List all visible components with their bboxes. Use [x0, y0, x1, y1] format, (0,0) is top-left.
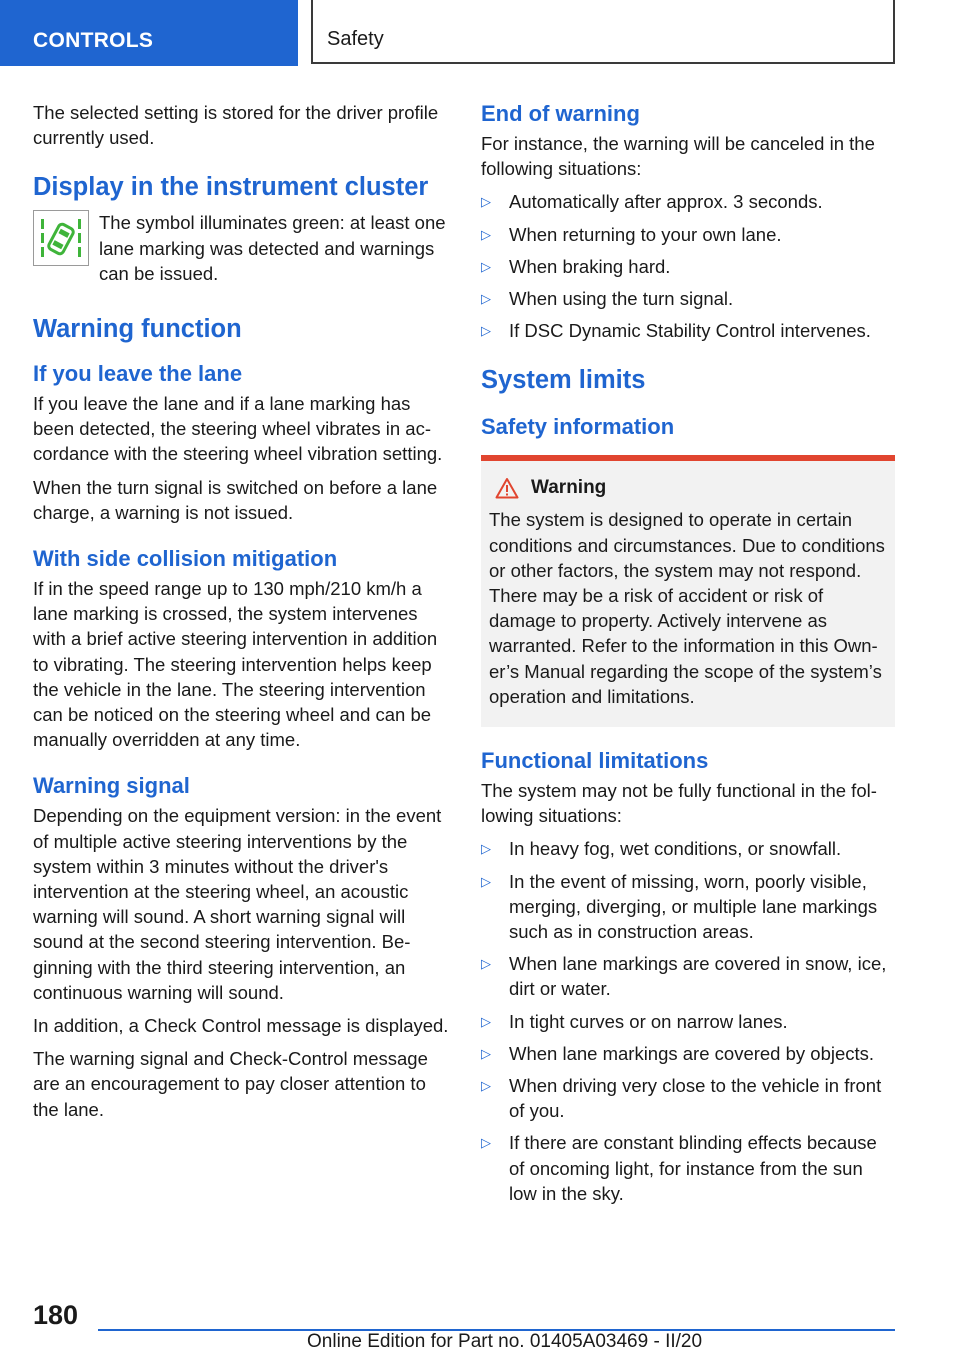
list-item: ▷ When braking hard.: [481, 254, 895, 279]
warning-signal-paragraph-2: In addition, a Check Control message is displayed.: [33, 1015, 449, 1037]
list-item: ▷ When returning to your own lane.: [481, 222, 895, 247]
end-warning-intro: For instance, the warning will be canceled in the following situations:: [481, 133, 875, 180]
list-item: ▷ In heavy fog, wet conditions, or snowfall.: [481, 836, 895, 861]
warning-signal-paragraph-1: Depending on the equipment version: in the event of multiple active steering interventions by the system within 3 minutes without the driver's intervention at the steering wheel, an acoustic warning will sound. A short warning signal will sound at the second steering intervention. Beginning with the third steering intervention, an continuous warning will sound.: [33, 805, 442, 1003]
list-item: ▷ When lane markings are covered by objects.: [481, 1041, 895, 1066]
section-tab[interactable]: [311, 0, 895, 64]
display-heading: Display in the instrument cluster: [33, 173, 429, 202]
triangle-bullet-icon: ▷: [481, 1013, 491, 1029]
triangle-bullet-icon: ▷: [481, 1078, 491, 1094]
triangle-bullet-icon: ▷: [481, 1045, 491, 1061]
functional-limitations-heading: Functional limitations: [481, 748, 709, 774]
triangle-bullet-icon: ▷: [481, 258, 491, 274]
list-item: ▷ When lane markings are covered in snow, ice, dirt or water.: [481, 953, 887, 1000]
triangle-bullet-icon: ▷: [481, 1135, 491, 1151]
warning-text: The system is designed to operate in certain conditions and circumstances. Due to conditions or other factors, the system may not respond. There may be a risk of accident or risk of damage to property. Actively intervene as warranted. Refer to the information in this Owner’s Manual regarding the scope of the system’s operation and limitations.: [489, 509, 885, 707]
leave-lane-paragraph-2: When the turn signal is switched on before a lane charge, a warning is not issued.: [33, 476, 438, 523]
warning-function-heading: Warning function: [33, 315, 242, 344]
triangle-bullet-icon: ▷: [481, 291, 491, 307]
functional-limitations-list: [481, 836, 895, 1206]
end-warning-heading: End of warning: [481, 101, 640, 126]
lane-departure-icon: [33, 210, 89, 266]
warning-box: [481, 455, 895, 727]
list-item: ▷ Automatically after approx. 3 seconds.: [481, 189, 895, 214]
functional-limitations-intro: The system may not be fully functional in the following situations:: [481, 780, 877, 827]
left-column: [33, 100, 449, 1130]
list-item: ▷ In tight curves or on narrow lanes.: [481, 1009, 895, 1034]
triangle-bullet-icon: ▷: [481, 956, 491, 972]
list-item: ▷ When driving very close to the vehicle in front of you.: [481, 1075, 882, 1122]
list-item: ▷ When using the turn signal.: [481, 286, 895, 311]
safety-information-heading: Safety information: [481, 414, 675, 440]
triangle-bullet-icon: ▷: [481, 323, 491, 339]
list-item: ▷ If there are constant blinding effects because of oncoming light, for instance from the sun low in the sky.: [481, 1132, 877, 1204]
section-label: Safety: [327, 28, 384, 50]
page-number: 180: [33, 1300, 79, 1330]
warning-triangle-icon: [495, 477, 519, 499]
warning-title: Warning: [531, 477, 607, 499]
triangle-bullet-icon: ▷: [481, 873, 491, 889]
side-collision-paragraph: If in the speed range up to 130 mph/210 km/h a lane marking is crossed, the system intervenes with a brief active steering intervention in addition to vibrating. The steering intervention helps keep the vehicle in the lane. The steering intervention can be noticed on the steering wheel and can be manually overridden at any time.: [33, 578, 438, 751]
warning-signal-paragraph-3: The warning signal and Check-Control message are an encouragement to pay closer attention to the lane.: [33, 1048, 428, 1120]
triangle-bullet-icon: ▷: [481, 194, 491, 210]
right-column: [481, 100, 895, 1214]
end-warning-list: [481, 189, 895, 343]
triangle-bullet-icon: ▷: [481, 226, 491, 242]
display-text: The symbol illuminates green: at least one lane marking was detected and warnings can be issued.: [99, 212, 446, 284]
triangle-bullet-icon: ▷: [481, 841, 491, 857]
warning-title-row: [495, 477, 887, 499]
intro-paragraph: The selected setting is stored for the driver profile currently used.: [33, 102, 439, 149]
chapter-label: CONTROLS: [33, 29, 154, 52]
system-limits-heading: System limits: [481, 366, 646, 395]
leave-lane-paragraph-1: If you leave the lane and if a lane marking has been detected, the steering wheel vibrates in accordance with the steering wheel vibration setting.: [33, 393, 443, 465]
list-item: ▷ If DSC Dynamic Stability Control intervenes.: [481, 318, 895, 343]
leave-lane-heading: If you leave the lane: [33, 361, 243, 387]
display-symbol-block: [33, 210, 449, 286]
side-collision-heading: With side collision mitigation: [33, 546, 338, 572]
chapter-tab[interactable]: [0, 0, 298, 66]
edition-label: Online Edition for Part no. 01405A03469 - II/20: [307, 1331, 703, 1352]
list-item: ▷ In the event of missing, worn, poorly visible, merging, diverging, or multiple lane markings such as in construction areas.: [481, 870, 878, 943]
warning-signal-heading: Warning signal: [33, 773, 190, 799]
